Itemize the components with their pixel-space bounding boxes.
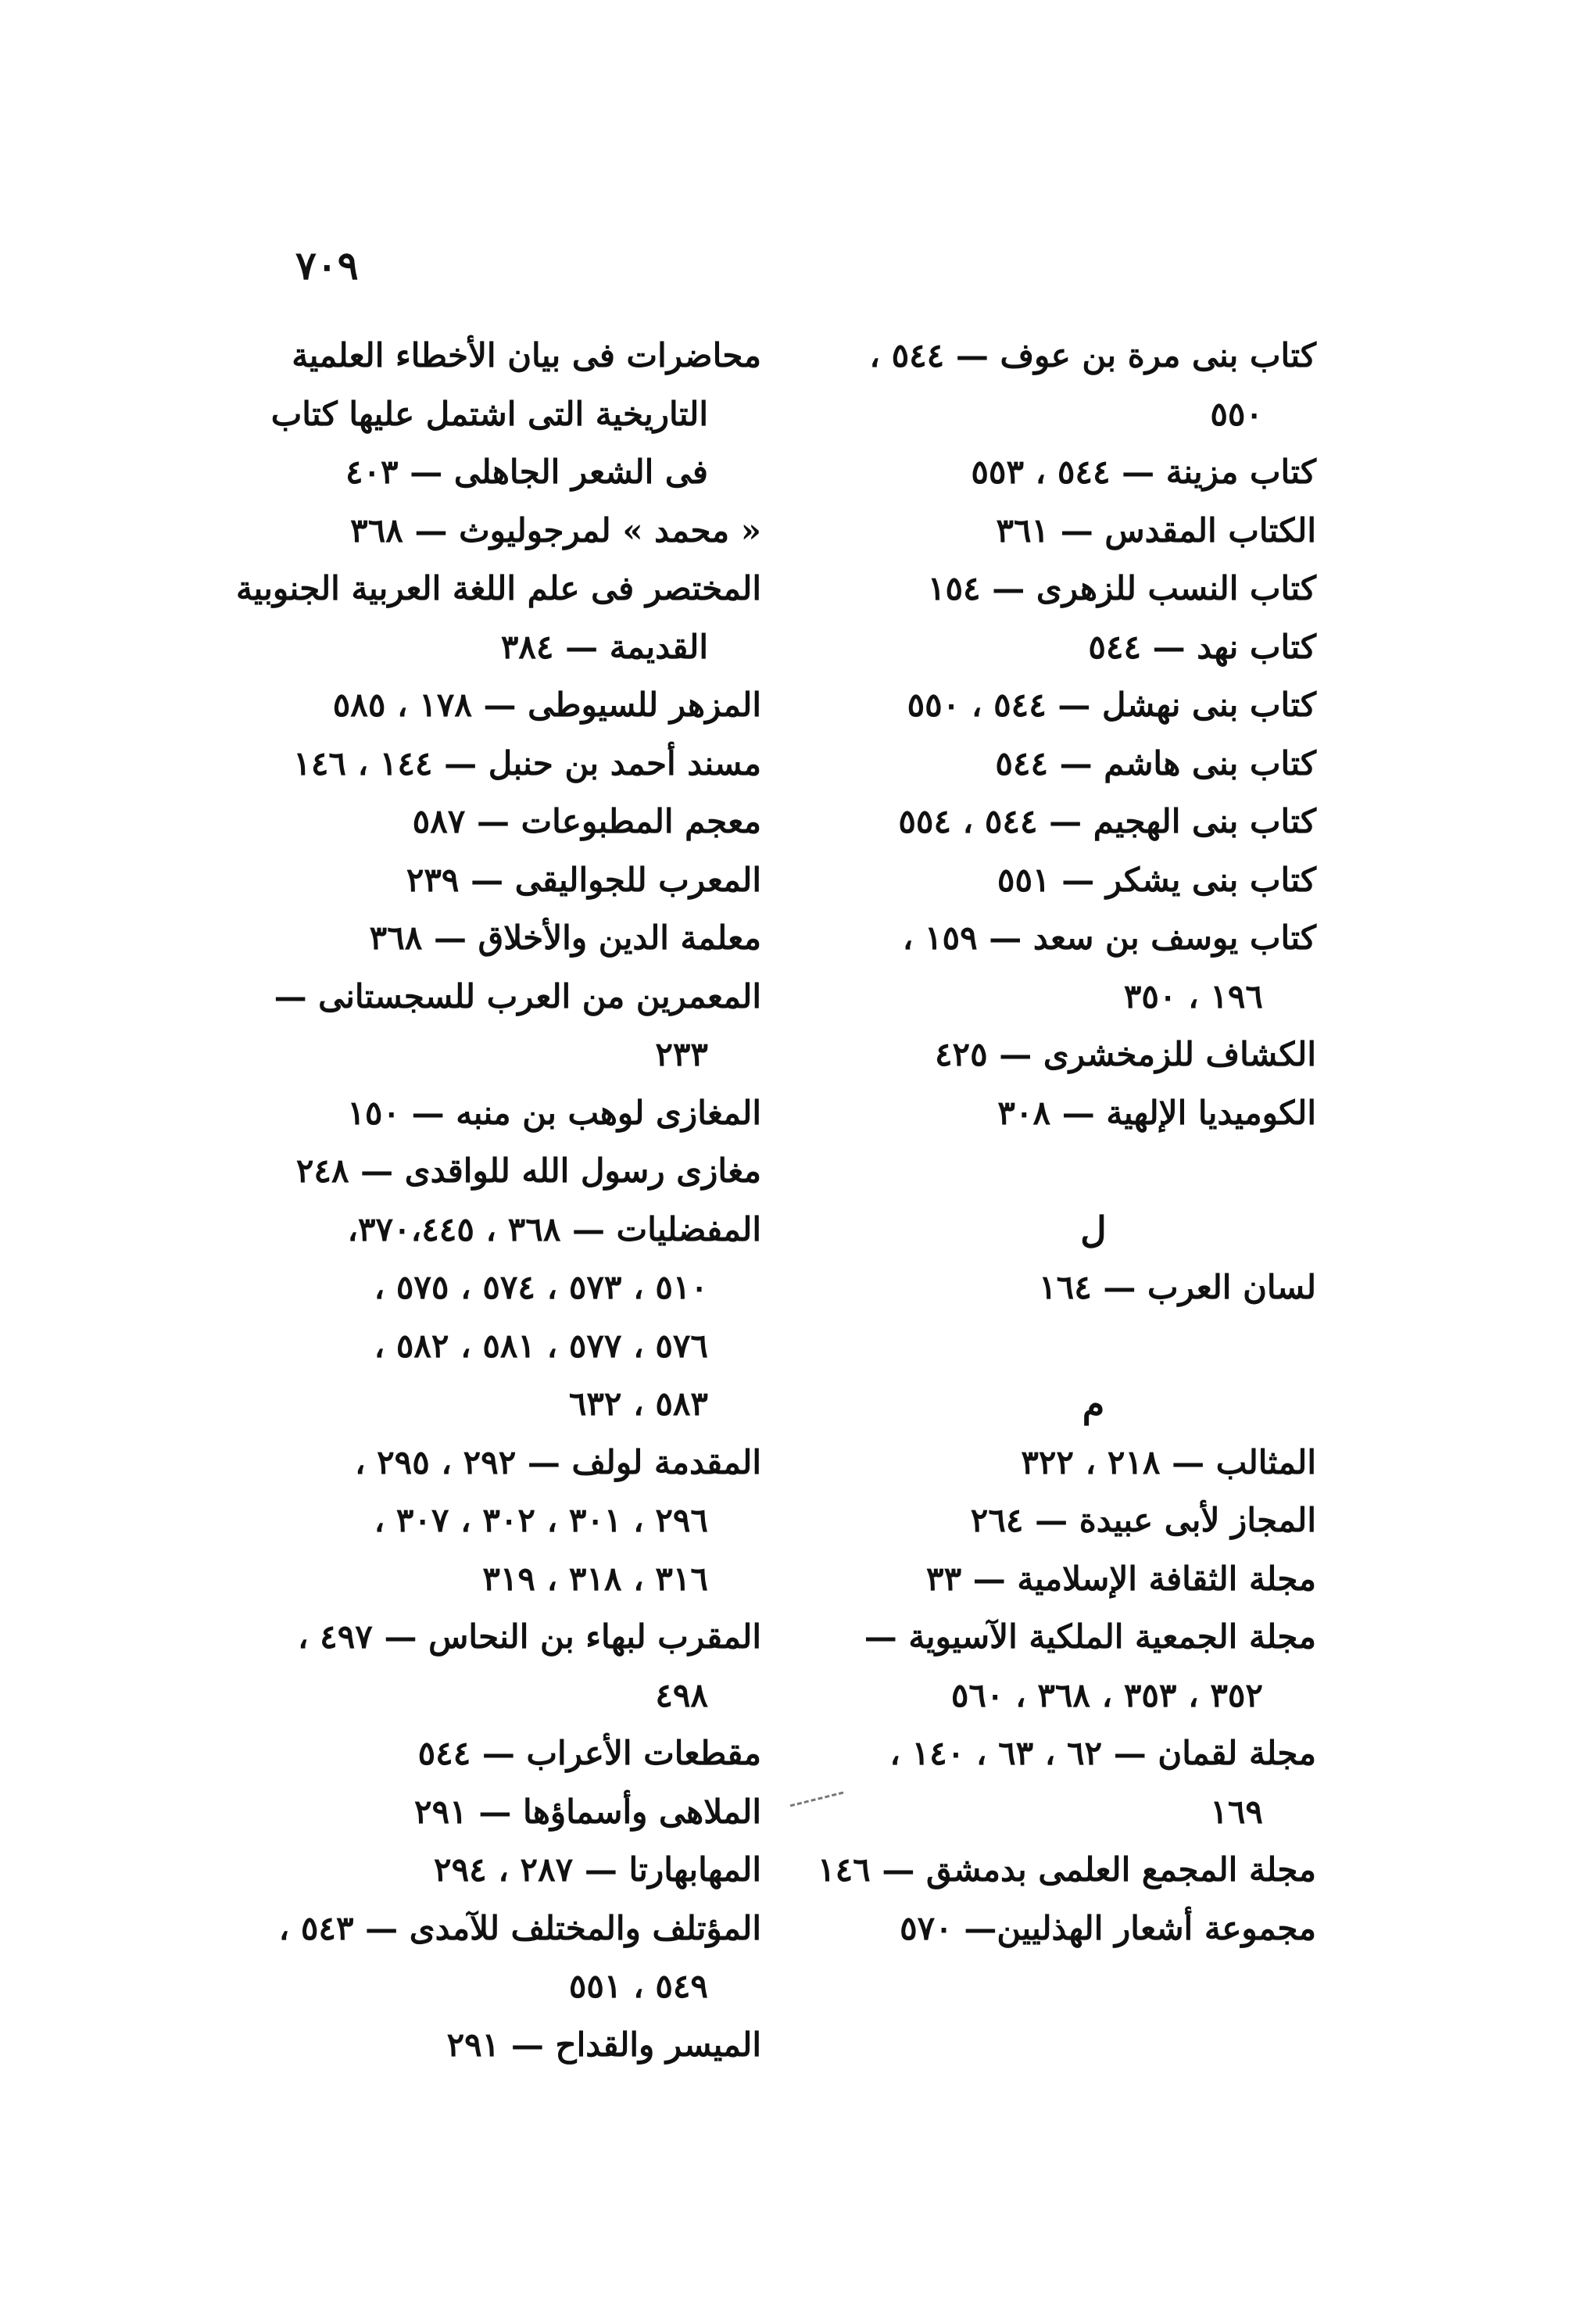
index-entry-continuation: ١٦٩ bbox=[1210, 1792, 1263, 1831]
index-entry-continuation: فى الشعر الجاهلى — ٤٠٣ bbox=[345, 453, 708, 491]
index-entry: المقرب لبهاء بن النحاس — ٤٩٧ ، bbox=[297, 1617, 761, 1656]
index-entry: المفضليات — ٣٦٨ ، ٣٧٠،٤٤٥، bbox=[347, 1209, 761, 1248]
index-entry: معلمة الدين والأخلاق — ٣٦٨ bbox=[369, 919, 761, 957]
index-entry: المقدمة لولف — ٢٩٢ ، ٢٩٥ ، bbox=[354, 1442, 761, 1481]
index-entry: المعرب للجواليقى — ٢٣٩ bbox=[406, 860, 761, 899]
index-entry: مجلة المجمع العلمى بدمشق — ١٤٦ bbox=[818, 1850, 1316, 1889]
index-entry-continuation: التاريخية التى اشتمل عليها كتاب bbox=[270, 394, 708, 433]
index-entry: كتاب بنى الهجيم — ٥٤٤ ، ٥٥٤ bbox=[898, 802, 1316, 840]
index-entry: مجلة الثقافة الإسلامية — ٣٣ bbox=[926, 1559, 1316, 1598]
index-entry: معجم المطبوعات — ٥٨٧ bbox=[412, 802, 761, 840]
index-entry: كتاب مزينة — ٥٤٤ ، ٥٥٣ bbox=[971, 453, 1316, 491]
index-entry: كتاب بنى هاشم — ٥٤٤ bbox=[995, 743, 1316, 783]
index-entry: كتاب النسب للزهرى — ١٥٤ bbox=[927, 569, 1316, 607]
section-spacer bbox=[816, 1317, 1316, 1376]
index-entry: المهابهارتا — ٢٨٧ ، ٢٩٤ bbox=[434, 1850, 761, 1889]
index-entry: مجلة الجمعية الملكية الآسيوية — bbox=[864, 1617, 1316, 1656]
index-entry-continuation: ٥١٠ ، ٥٧٣ ، ٥٧٤ ، ٥٧٥ ، bbox=[374, 1268, 708, 1306]
index-entry: المثالب — ٢١٨ ، ٣٢٢ bbox=[1021, 1442, 1316, 1481]
index-entry-continuation: ٣١٦ ، ٣١٨ ، ٣١٩ bbox=[482, 1559, 708, 1598]
index-column-left bbox=[236, 327, 761, 2074]
index-entry: الكتاب المقدس — ٣٦١ bbox=[996, 510, 1316, 550]
index-entry: الكوميديا الإلهية — ٣٠٨ bbox=[997, 1093, 1316, 1132]
index-entry-continuation: ٥٤٩ ، ٥٥١ bbox=[568, 1967, 708, 2005]
index-entry: مغازى رسول الله للواقدى — ٢٤٨ bbox=[295, 1152, 761, 1190]
index-entry: المؤتلف والمختلف للآمدى — ٥٤٣ ، bbox=[278, 1908, 761, 1947]
index-entry: الميسر والقداح — ٢٩١ bbox=[446, 2025, 761, 2064]
index-entry: المغازى لوهب بن منبه — ١٥٠ bbox=[347, 1093, 761, 1132]
page-number: ٧٠٩ bbox=[295, 242, 359, 288]
index-entry: المجاز لأبى عبيدة — ٢٦٤ bbox=[970, 1501, 1316, 1539]
index-entry-continuation: ٥٥٠ bbox=[1210, 394, 1263, 433]
index-entry: الملاهى وأسماؤها — ٢٩١ bbox=[414, 1792, 761, 1831]
index-entry: لسان العرب — ١٦٤ bbox=[1039, 1268, 1316, 1306]
index-entry: المعمرين من العرب للسجستانى — bbox=[274, 976, 761, 1015]
index-entry: كتاب بنى نهشل — ٥٤٤ ، ٥٥٠ bbox=[907, 686, 1316, 724]
section-letter: ل bbox=[1080, 1208, 1107, 1251]
index-entry: مجلة لقمان — ٦٢ ، ٦٣ ، ١٤٠ ، bbox=[889, 1734, 1316, 1772]
index-entry: كتاب بنى مرة بن عوف — ٥٤٤ ، bbox=[869, 336, 1316, 374]
index-entry-continuation: ٤٩٨ bbox=[655, 1675, 708, 1714]
index-column-right bbox=[816, 327, 1316, 1957]
index-entry-continuation: ٥٨٣ ، ٦٣٢ bbox=[568, 1384, 708, 1423]
index-entry: كتاب يوسف بن سعد — ١٥٩ ، bbox=[902, 919, 1316, 957]
index-entry: مجموعة أشعار الهذليين— ٥٧٠ bbox=[900, 1908, 1316, 1947]
index-entry-continuation: ٢٣٣ bbox=[655, 1035, 708, 1073]
index-entry: كتاب نهد — ٥٤٤ bbox=[1088, 627, 1316, 666]
index-entry: محاضرات فى بيان الأخطاء العلمية bbox=[292, 336, 761, 374]
section-letter: م bbox=[1082, 1383, 1105, 1425]
index-entry: مقطعات الأعراب — ٥٤٤ bbox=[417, 1734, 761, 1772]
index-entry: الكشاف للزمخشرى — ٤٢٥ bbox=[934, 1035, 1316, 1073]
index-entry: مسند أحمد بن حنبل — ١٤٤ ، ١٤٦ bbox=[293, 743, 761, 783]
index-entry: كتاب بنى يشكر — ٥٥١ bbox=[997, 860, 1316, 899]
index-entry: المختصر فى علم اللغة العربية الجنوبية bbox=[236, 569, 761, 607]
index-entry: « محمد » لمرجوليوث — ٣٦٨ bbox=[350, 510, 761, 550]
index-entry-continuation: القديمة — ٣٨٤ bbox=[500, 627, 708, 666]
index-entry-continuation: ٣٥٢ ، ٣٥٣ ، ٣٦٨ ، ٥٦٠ bbox=[950, 1675, 1263, 1714]
index-entry: المزهر للسيوطى — ١٧٨ ، ٥٨٥ bbox=[332, 686, 761, 724]
section-spacer bbox=[816, 1142, 1316, 1201]
index-entry-continuation: ٢٩٦ ، ٣٠١ ، ٣٠٢ ، ٣٠٧ ، bbox=[374, 1501, 708, 1539]
index-entry-continuation: ٥٧٦ ، ٥٧٧ ، ٥٨١ ، ٥٨٢ ، bbox=[374, 1326, 708, 1365]
index-entry-continuation: ١٩٦ ، ٣٥٠ bbox=[1123, 976, 1263, 1015]
